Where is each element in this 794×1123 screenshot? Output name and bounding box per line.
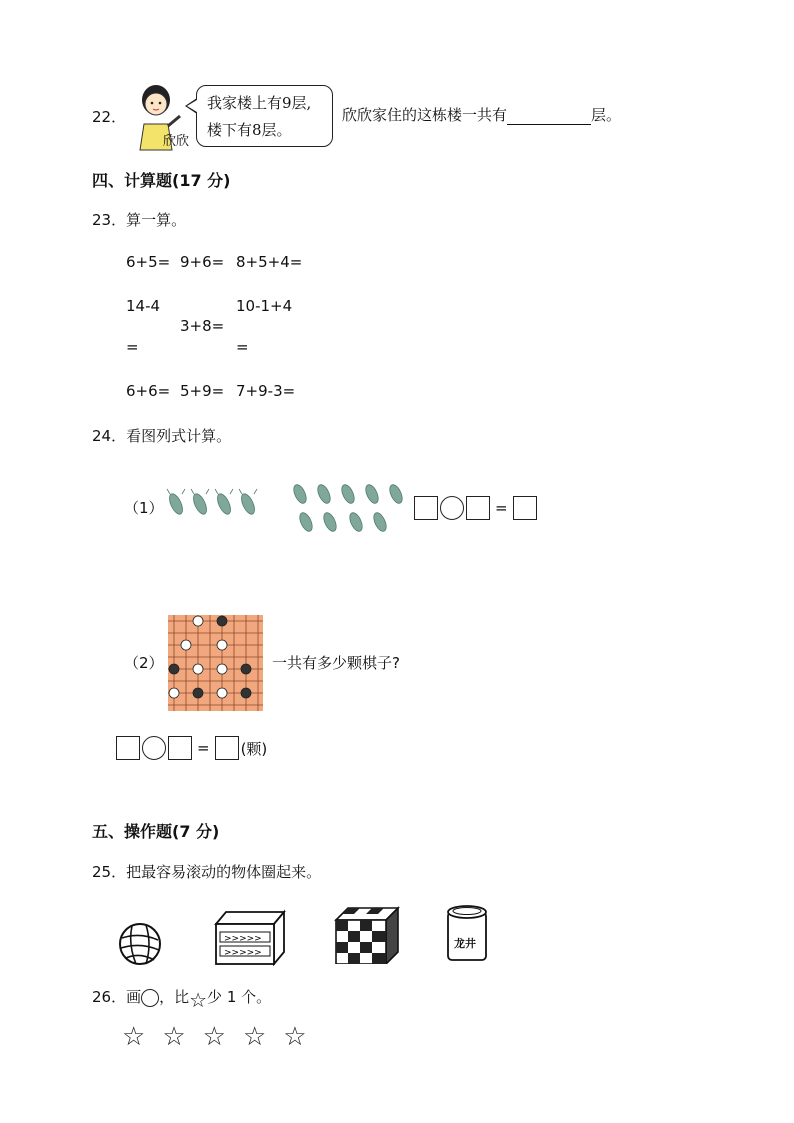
answer-box[interactable] bbox=[215, 736, 239, 760]
question-26-end: 少 1 个。 bbox=[207, 988, 272, 1006]
unit-label: (颗) bbox=[240, 739, 268, 758]
answer-box[interactable] bbox=[414, 496, 438, 520]
question-26-middle: ，比 bbox=[159, 988, 190, 1006]
star-icon: ☆ bbox=[202, 1022, 226, 1052]
can-icon[interactable] bbox=[444, 902, 490, 964]
can-label: 龙井 bbox=[454, 937, 476, 950]
question-22-before: 欣欣家住的这栋楼一共有 bbox=[342, 106, 508, 124]
star-row bbox=[122, 1022, 307, 1052]
part-2-question: 一共有多少颗棋子? bbox=[272, 654, 400, 672]
equals-sign: = bbox=[495, 499, 508, 517]
operator-circle[interactable] bbox=[142, 736, 166, 760]
part-1-label: （1） bbox=[124, 499, 164, 517]
calc-8: 5+9= bbox=[180, 382, 225, 400]
bubble-line-2: 楼下有8层。 bbox=[207, 121, 292, 139]
svg-text:>>>>>: >>>>> bbox=[224, 934, 262, 944]
answer-box[interactable] bbox=[116, 736, 140, 760]
go-board bbox=[168, 615, 263, 711]
question-26-number: 26．画 bbox=[92, 988, 142, 1006]
calc-4-bottom: = bbox=[126, 338, 139, 356]
question-25-title: 25．把最容易滚动的物体圈起来。 bbox=[92, 863, 322, 881]
question-23-title: 23．算一算。 bbox=[92, 211, 187, 229]
section-4-title: 四、计算题(17 分) bbox=[92, 171, 231, 190]
speech-bubble bbox=[196, 85, 333, 147]
calc-9: 7+9-3= bbox=[236, 382, 296, 400]
answer-box[interactable] bbox=[466, 496, 490, 520]
star-icon: ☆ bbox=[283, 1022, 307, 1052]
question-24-title: 24．看图列式计算。 bbox=[92, 427, 232, 445]
operator-circle[interactable] bbox=[440, 496, 464, 520]
calc-6-bottom: = bbox=[236, 338, 249, 356]
calc-3: 8+5+4= bbox=[236, 253, 303, 271]
circle-shape-icon bbox=[141, 989, 159, 1007]
answer-box[interactable] bbox=[513, 496, 537, 520]
star-icon: ☆ bbox=[162, 1022, 186, 1052]
ball-icon[interactable] bbox=[118, 922, 166, 966]
question-22-after: 层。 bbox=[591, 106, 622, 124]
bubble-tail-inner bbox=[187, 100, 197, 112]
question-26-title bbox=[92, 986, 271, 1012]
girl-name: 欣欣 bbox=[163, 134, 190, 149]
answer-blank[interactable] bbox=[507, 108, 591, 125]
star-icon: ☆ bbox=[122, 1022, 146, 1052]
calc-4-top: 14-4 bbox=[126, 297, 161, 315]
equation-2 bbox=[116, 736, 267, 760]
cube-icon[interactable] bbox=[334, 906, 400, 964]
bubble-line-1: 我家楼上有9层, bbox=[207, 94, 312, 112]
calc-2: 9+6= bbox=[180, 253, 225, 271]
question-22-number: 22． bbox=[92, 108, 127, 126]
equation-1 bbox=[414, 496, 537, 520]
svg-text:>>>>>: >>>>> bbox=[224, 948, 262, 958]
answer-box[interactable] bbox=[168, 736, 192, 760]
star-shape-icon: ☆ bbox=[189, 988, 208, 1012]
calc-1: 6+5= bbox=[126, 253, 171, 271]
section-5-title: 五、操作题(7 分) bbox=[92, 822, 220, 841]
box-icon[interactable] bbox=[212, 908, 288, 966]
lobster-group-2 bbox=[288, 478, 414, 540]
equals-sign: = bbox=[197, 739, 210, 757]
question-22-text bbox=[342, 104, 621, 125]
calc-6-top: 10-1+4 bbox=[236, 297, 293, 315]
calc-5: 3+8= bbox=[180, 317, 225, 335]
star-icon: ☆ bbox=[242, 1022, 267, 1052]
lobster-group-1 bbox=[162, 484, 262, 524]
part-2-label: （2） bbox=[124, 654, 164, 672]
calc-7: 6+6= bbox=[126, 382, 171, 400]
